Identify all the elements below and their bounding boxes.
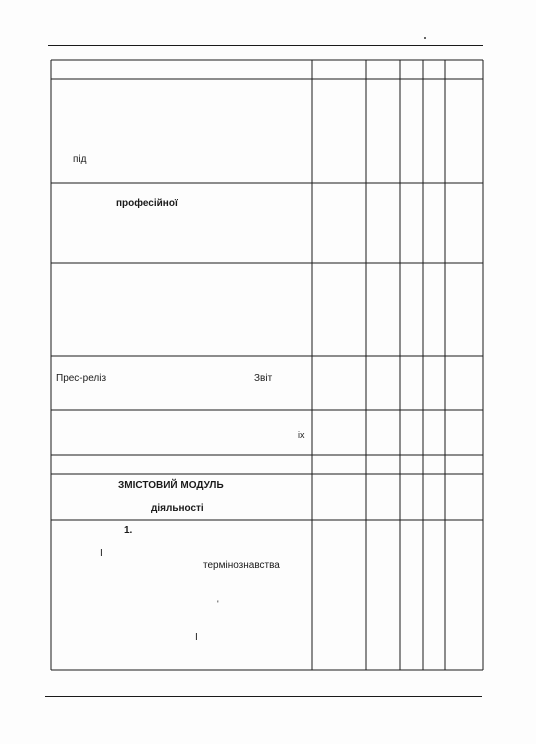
row1-text: під xyxy=(73,154,87,165)
item-text: термінознавства xyxy=(203,560,280,571)
module-subtitle: діяльності xyxy=(151,503,204,514)
item-mark: І xyxy=(100,548,103,559)
row2-text: професійної xyxy=(116,198,178,209)
module-title: ЗМІСТОВИЙ МОДУЛЬ xyxy=(118,480,224,491)
item-mark-3: І xyxy=(195,632,198,643)
row4-right-text: Звіт xyxy=(254,373,273,384)
row5-text: іх xyxy=(298,430,305,440)
item-number: 1. xyxy=(124,525,133,536)
row4-left-text: Прес-реліз xyxy=(56,373,107,384)
item-mark-2: ' xyxy=(217,599,219,609)
